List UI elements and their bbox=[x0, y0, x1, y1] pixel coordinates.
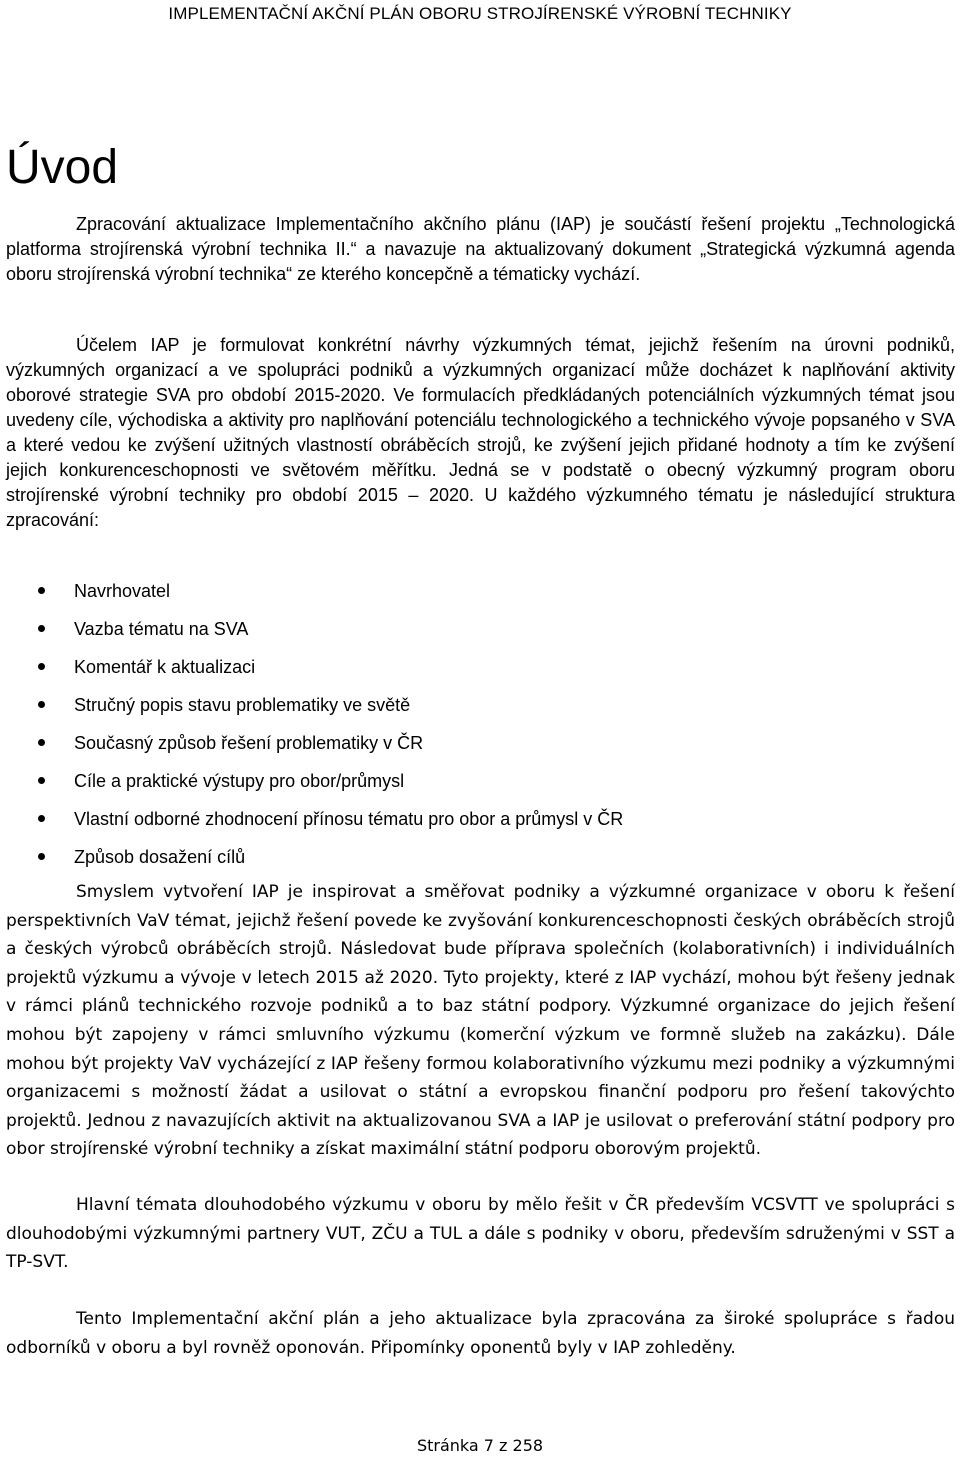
structure-list bbox=[0, 572, 623, 876]
bullet-icon bbox=[38, 739, 45, 746]
list-item-label: Cíle a praktické výstupy pro obor/průmysl bbox=[74, 771, 405, 791]
list-item bbox=[0, 838, 623, 876]
list-item bbox=[0, 572, 623, 610]
bullet-icon bbox=[38, 587, 45, 594]
list-item-label: Stručný popis stavu problematiky ve světě bbox=[74, 695, 411, 715]
list-item bbox=[0, 610, 623, 648]
list-item-label: Navrhovatel bbox=[74, 581, 171, 601]
bullet-icon bbox=[38, 663, 45, 670]
list-item-label: Vazba tématu na SVA bbox=[74, 619, 249, 639]
bullet-icon bbox=[38, 777, 45, 784]
list-item bbox=[0, 724, 623, 762]
acknowledgement-paragraph: Tento Implementační akční plán a jeho aktualizace byla zpracována za široké spolupráce s řadou odborníků v oboru a byl rovněž oponován. Připomínky oponentů byly v IAP zohleděny. bbox=[6, 1309, 955, 1358]
list-item bbox=[0, 648, 623, 686]
bullet-icon bbox=[38, 853, 45, 860]
list-item bbox=[0, 762, 623, 800]
running-header: IMPLEMENTAČNÍ AKČNÍ PLÁN OBORU STROJÍRENSKÉ VÝROBNÍ TECHNIKY bbox=[168, 4, 792, 23]
page-number: Stránka 7 z 258 bbox=[416, 1436, 544, 1455]
bullet-icon bbox=[38, 625, 45, 632]
bullet-icon bbox=[38, 815, 45, 822]
intro-paragraph: Zpracování aktualizace Implementačního akčního plánu (IAP) je součástí řešení projektu „Technologická platforma strojírenská výrobní technika II.“ a navazuje na aktualizovaný dokument „Strategická výzkumná agenda oboru strojírenská výrobní technika“ ze kterého koncepčně a tématicky vychází. bbox=[6, 214, 955, 284]
list-item-label: Způsob dosažení cílů bbox=[74, 847, 246, 867]
rationale-paragraph: Smyslem vytvoření IAP je inspirovat a směřovat podniky a výzkumné organizace v oboru k řešení perspektivních VaV témat, jejichž řešení povede ke zvyšování konkurenceschopnosti českých obráběcích strojů a českých výrobců obráběcích strojů. Následovat bude příprava společních (kolaborativních) i individuálních projektů výzkumu a vývoje v letech 2015 až 2020. Tyto projekty, které z IAP vychází, mohou být řešeny jednak v rámci plánů technického rozvoje podniků a to baz státní podpory. Výzkumné organizace do jejich řešení mohou být zapojeny v rámci smluvního výzkumu (komerční výzkum ve formně služeb na zakázku). Dále mohou být projekty VaV vycházející z IAP řešeny formou kolaborativního výzkumu mezi podniky a výzkumnými organizacemi s možností žádat a usilovat o státní a evropskou finanční podporu pro řešení takovýchto projektů. Jednou z navazujících aktivit na aktualizovanou SVA a IAP je usilovat o preferování státní podpory pro obor strojírenské výrobní techniky a získat maximální státní podporu oborovým projektů. bbox=[6, 882, 955, 1160]
list-item bbox=[0, 800, 623, 838]
list-item-label: Současný způsob řešení problematiky v ČR bbox=[74, 733, 424, 753]
section-title: Úvod bbox=[6, 141, 119, 194]
list-item-label: Komentář k aktualizaci bbox=[74, 657, 256, 677]
research-themes-paragraph: Hlavní témata dlouhodobého výzkumu v oboru by mělo řešit v ČR především VCSVTT ve spolupráci s dlouhodobými výzkumnými partnery VUT, ZČU a TUL a dále s podniky v oboru, především sdruženými v SST a TP-SVT. bbox=[6, 1195, 955, 1273]
bullet-icon bbox=[38, 701, 45, 708]
list-item bbox=[0, 686, 623, 724]
list-item-label: Vlastní odborné zhodnocení přínosu tématu pro obor a průmysl v ČR bbox=[74, 809, 624, 829]
purpose-paragraph: Účelem IAP je formulovat konkrétní návrhy výzkumných témat, jejichž řešením na úrovni podniků, výzkumných organizací a ve spolupráci podniků a výzkumných organizací může docházet k naplňování aktivity oborové strategie SVA pro období 2015-2020. Ve formulacích předkládaných potenciálních výzkumných témat jsou uvedeny cíle, východiska a aktivity pro naplňování potenciálu technologického a technického vývoje popsaného v SVA a které vedou ke zvýšení užitných vlastností obráběcích strojů, ke zvýšení jejich přidané hodnoty a tím ke zvýšení jejich konkurenceschopnosti ve světovém měřítku. Jedná se v podstatě o obecný výzkumný program oboru strojírenské výrobní techniky pro období 2015 – 2020. U každého výzkumného tématu je následující struktura zpracování: bbox=[6, 335, 955, 530]
